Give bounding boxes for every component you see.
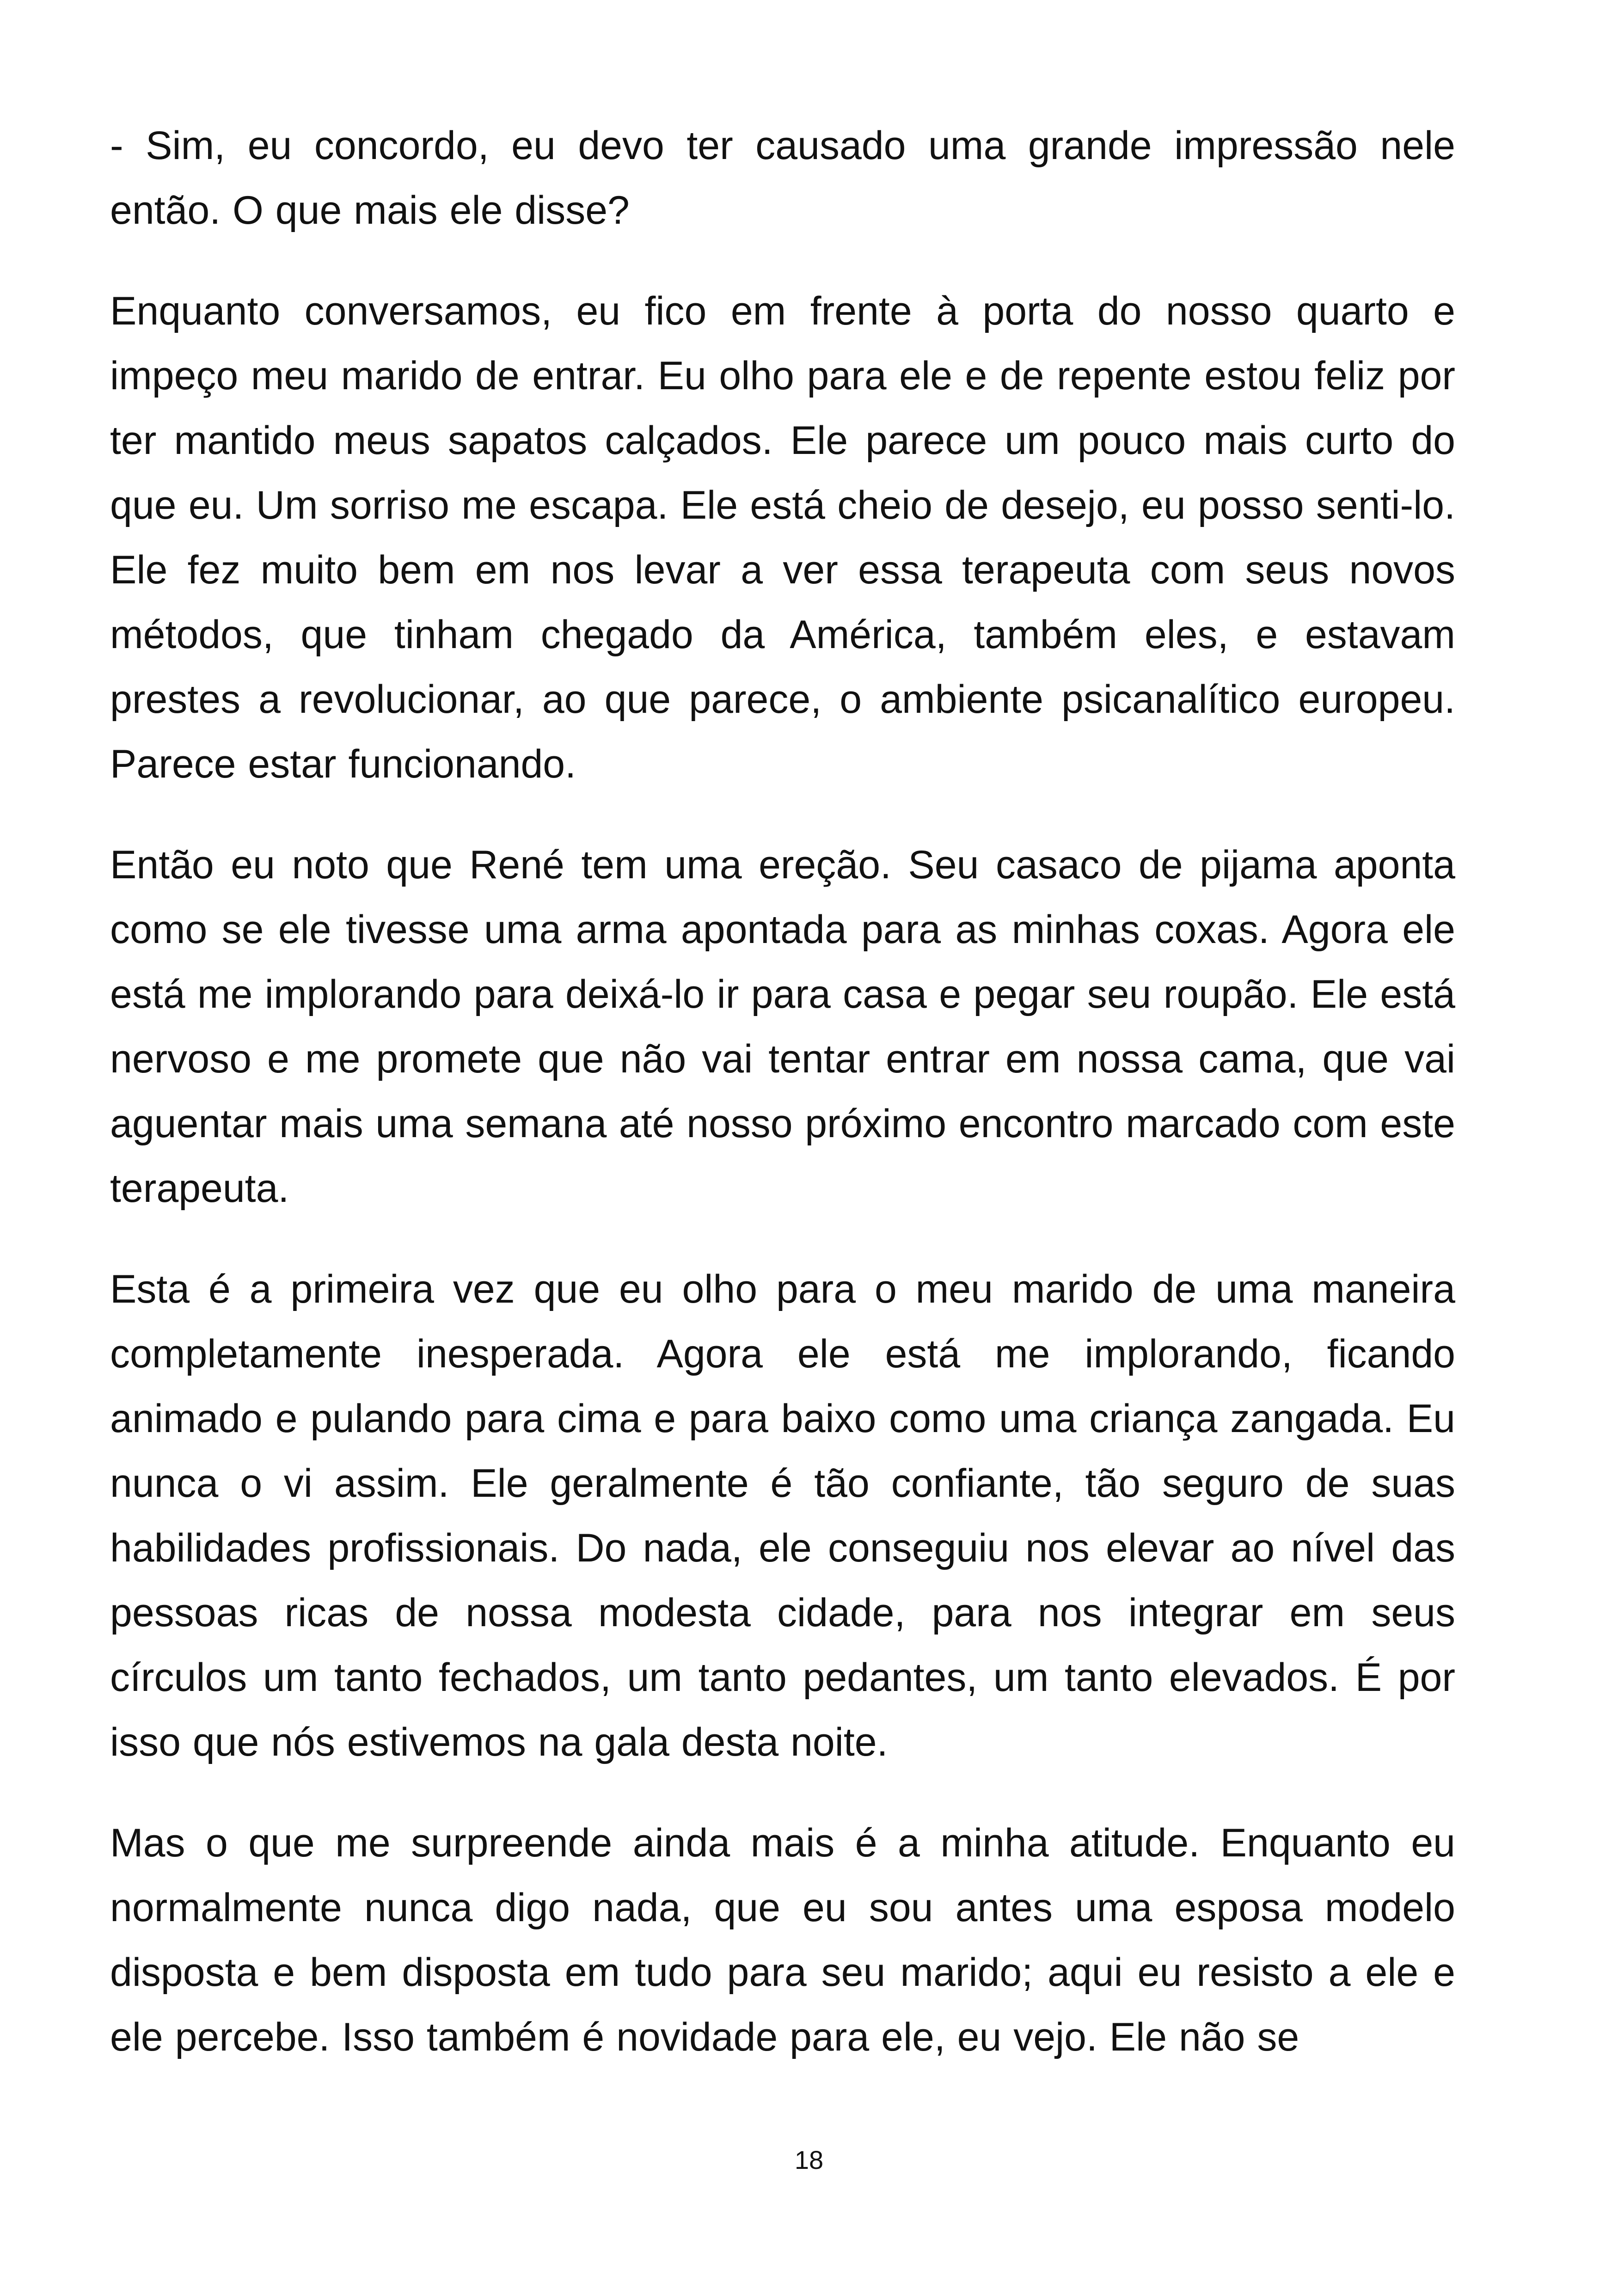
- paragraph-attitude: Mas o que me surpreende ainda mais é a minha atitude. Enquanto eu normalmente nunca digo nada, que eu sou antes uma esposa modelo disposta e bem disposta em tudo para seu marido; aqui eu resisto a ele e ele percebe. Isso também é novidade para ele, eu vejo. Ele não se: [110, 1821, 1455, 2059]
- body-text: [110, 113, 1455, 2069]
- paragraph-bedroom-door: Enquanto conversamos, eu fico em frente à porta do nosso quarto e impeço meu marido de entrar. Eu olho para ele e de repente estou feliz por ter mantido meus sapatos calçados. Ele parece um pouco mais curto do que eu. Um sorriso me escapa. Ele está cheio de desejo, eu posso senti-lo. Ele fez muito bem em nos levar a ver essa terapeuta com seus novos métodos, que tinham chegado da América, também eles, e estavam prestes a revolucionar, ao que parece, o ambiente psicanalítico europeu. Parece estar funcionando.: [110, 289, 1455, 786]
- page-number: 18: [794, 2145, 824, 2174]
- paragraph-dialogue: - Sim, eu concordo, eu devo ter causado uma grande impressão nele então. O que mais ele disse?: [110, 123, 1455, 233]
- paragraph-rene: Então eu noto que René tem uma ereção. Seu casaco de pijama aponta como se ele tivesse uma arma apontada para as minhas coxas. Agora ele está me implorando para deixá-lo ir para casa e pegar seu roupão. Ele está nervoso e me promete que não vai tentar entrar em nossa cama, que vai aguentar mais uma semana até nosso próximo encontro marcado com este terapeuta.: [110, 843, 1455, 1211]
- paragraph-first-time: Esta é a primeira vez que eu olho para o meu marido de uma maneira completamente inesperada. Agora ele está me implorando, ficando animado e pulando para cima e para baixo como uma criança zangada. Eu nunca o vi assim. Ele geralmente é tão confiante, tão seguro de suas habilidades profissionais. Do nada, ele conseguiu nos elevar ao nível das pessoas ricas de nossa modesta cidade, para nos integrar em seus círculos um tanto fechados, um tanto pedantes, um tanto elevados. É por isso que nós estivemos na gala desta noite.: [110, 1267, 1455, 1764]
